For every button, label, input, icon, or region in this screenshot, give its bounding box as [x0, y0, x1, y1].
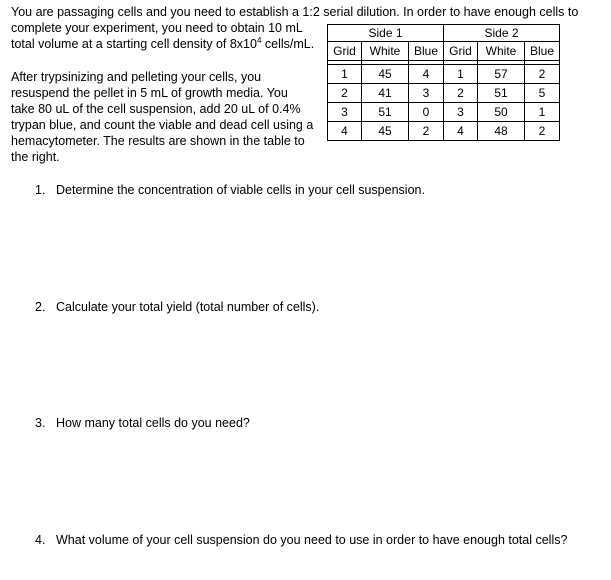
procedure-line: hemacytometer. The results are shown in the table to [11, 134, 305, 148]
table-cell: 51 [478, 84, 525, 103]
intro-line-3-unit: cells/mL. [261, 37, 315, 51]
table-cell: 2 [525, 122, 560, 141]
procedure-line: resuspend the pellet in 5 mL of growth media. You [11, 86, 288, 100]
question-number: 1. [35, 183, 46, 197]
table-cell: 57 [478, 65, 525, 84]
table-column-header-row [328, 42, 560, 61]
table-cell: 0 [409, 103, 444, 122]
table-cell: 3 [444, 103, 478, 122]
table-row [328, 103, 560, 122]
side-2-header: Side 2 [444, 25, 560, 42]
table-cell: 2 [525, 65, 560, 84]
table-cell: 48 [478, 122, 525, 141]
procedure-line: the right. [11, 150, 60, 164]
table-side-header-row [328, 25, 560, 42]
procedure-line: trypan blue, and count the viable and dead cell using a [11, 118, 314, 132]
question-text: Calculate your total yield (total number of cells). [56, 300, 320, 314]
intro-line-3 [11, 36, 314, 52]
table-cell: 3 [328, 103, 362, 122]
intro-line-3-text: total volume at a starting cell density of 8x10 [11, 37, 257, 51]
column-header: Grid [444, 42, 478, 61]
column-header: White [362, 42, 409, 61]
procedure-line: take 80 uL of the cell suspension, add 20 uL of 0.4% [11, 102, 301, 116]
intro-line-1: You are passaging cells and you need to establish a 1:2 serial dilution. In order to have enough cells to [11, 5, 579, 19]
side-1-header: Side 1 [328, 25, 444, 42]
table-cell: 45 [362, 65, 409, 84]
table-cell: 45 [362, 122, 409, 141]
table-cell: 41 [362, 84, 409, 103]
table-cell: 2 [444, 84, 478, 103]
question-4 [35, 532, 567, 548]
table-cell: 1 [444, 65, 478, 84]
table-cell: 2 [409, 122, 444, 141]
intro-line-2: complete your experiment, you need to obtain 10 mL [11, 21, 303, 35]
table-cell: 51 [362, 103, 409, 122]
question-text: Determine the concentration of viable cells in your cell suspension. [56, 183, 425, 197]
question-text: How many total cells do you need? [56, 416, 250, 430]
table-cell: 4 [328, 122, 362, 141]
column-header: Blue [525, 42, 560, 61]
table-row [328, 84, 560, 103]
table-cell: 4 [409, 65, 444, 84]
hemacytometer-count-table [327, 24, 560, 141]
procedure-line: After trypsinizing and pelleting your cells, you [11, 70, 262, 84]
table-cell: 4 [444, 122, 478, 141]
question-text: What volume of your cell suspension do you need to use in order to have enough total cells? [56, 533, 568, 547]
table-cell: 2 [328, 84, 362, 103]
table-row [328, 65, 560, 84]
column-header: Grid [328, 42, 362, 61]
question-number: 2. [35, 300, 46, 314]
table-cell: 50 [478, 103, 525, 122]
table-cell: 1 [525, 103, 560, 122]
question-3 [35, 415, 250, 431]
table-row [328, 122, 560, 141]
question-2 [35, 299, 319, 315]
table-cell: 5 [525, 84, 560, 103]
question-number: 3. [35, 416, 46, 430]
question-number: 4. [35, 533, 46, 547]
column-header: White [478, 42, 525, 61]
question-1 [35, 182, 425, 198]
table-cell: 1 [328, 65, 362, 84]
table-cell: 3 [409, 84, 444, 103]
exponent: 4 [256, 35, 262, 45]
column-header: Blue [409, 42, 444, 61]
